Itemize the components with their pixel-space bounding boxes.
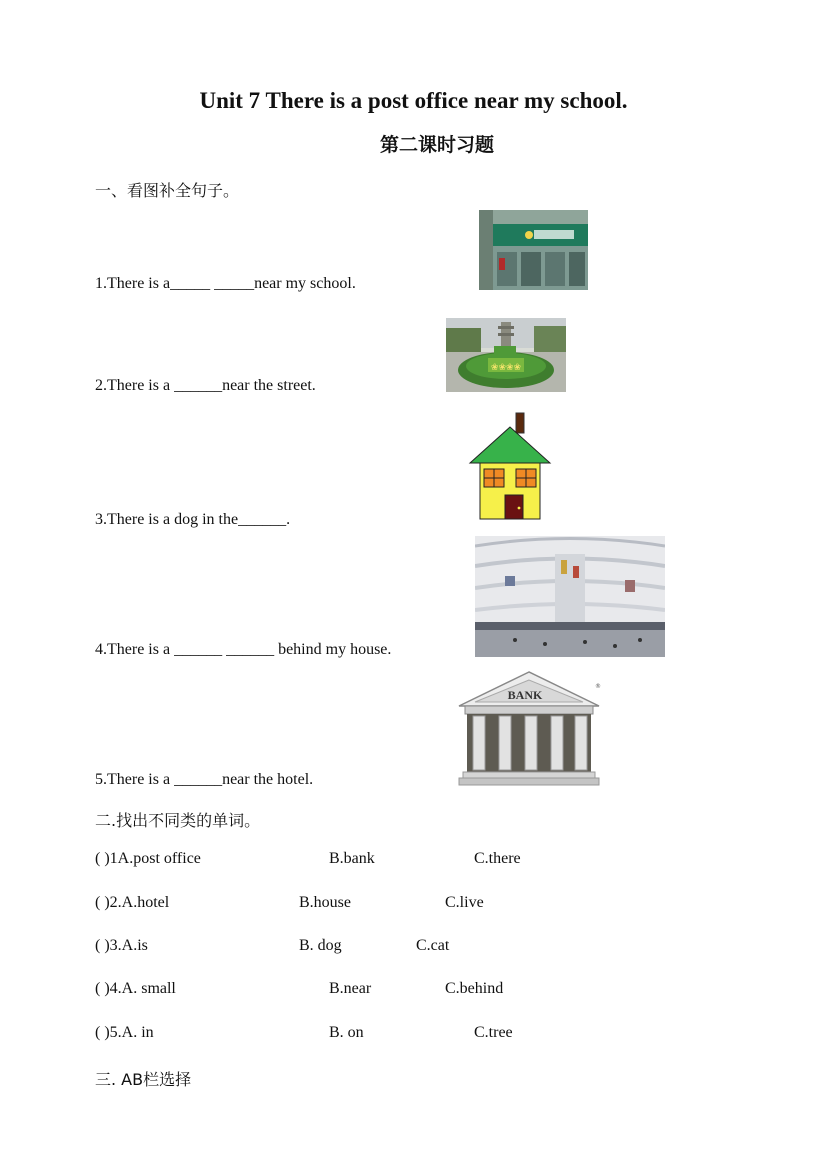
choice-row-4-b: B.near — [329, 980, 372, 997]
page-title: Unit 7 There is a post office near my school. — [199, 88, 628, 113]
section1-heading: 一、看图补全句子。 — [95, 181, 240, 200]
choice-row-3-num: ( )3.A.is — [95, 937, 148, 954]
choice-row-3-c: C.cat — [416, 937, 450, 954]
question-1: 1.There is a_____ _____near my school. — [95, 275, 356, 292]
choice-row-4-c: C.behind — [445, 980, 504, 997]
choice-row-2-num: ( )2.A.hotel — [95, 894, 170, 911]
choice-row-5-b: B. on — [329, 1024, 364, 1041]
house-icon — [468, 411, 552, 523]
question-2: 2.There is a ______near the street. — [95, 377, 316, 394]
choice-row-2-b: B.house — [299, 894, 351, 911]
choice-row-4-num: ( )4.A. small — [95, 980, 176, 997]
question-5: 5.There is a ______near the hotel. — [95, 771, 314, 788]
mall-photo — [475, 536, 665, 657]
choice-row-1-num: ( )1A.post office — [95, 850, 201, 867]
choice-row-1-c: C.there — [474, 850, 521, 867]
svg-text:❀❀❀❀: ❀❀❀❀ — [490, 363, 522, 373]
bank-sign-text: BANK — [507, 688, 543, 702]
choice-row-1-b: B.bank — [329, 850, 375, 867]
svg-text:®: ® — [595, 683, 601, 690]
choice-row-5-num: ( )5.A. in — [95, 1024, 154, 1041]
question-4: 4.There is a ______ ______ behind my house. — [95, 641, 392, 658]
bank-icon — [457, 670, 601, 786]
page-subtitle: 第二课时习题 — [379, 134, 494, 156]
section3-heading: 三. AB栏选择 — [95, 1070, 192, 1089]
post-office-photo — [479, 210, 588, 290]
section2-heading: 二.找出不同类的单词。 — [95, 811, 261, 830]
choice-row-3-b: B. dog — [299, 937, 342, 954]
choice-row-5-c: C.tree — [474, 1024, 513, 1041]
garden-photo — [446, 318, 566, 392]
question-3: 3.There is a dog in the______. — [95, 511, 291, 528]
choice-row-2-c: C.live — [445, 894, 484, 911]
